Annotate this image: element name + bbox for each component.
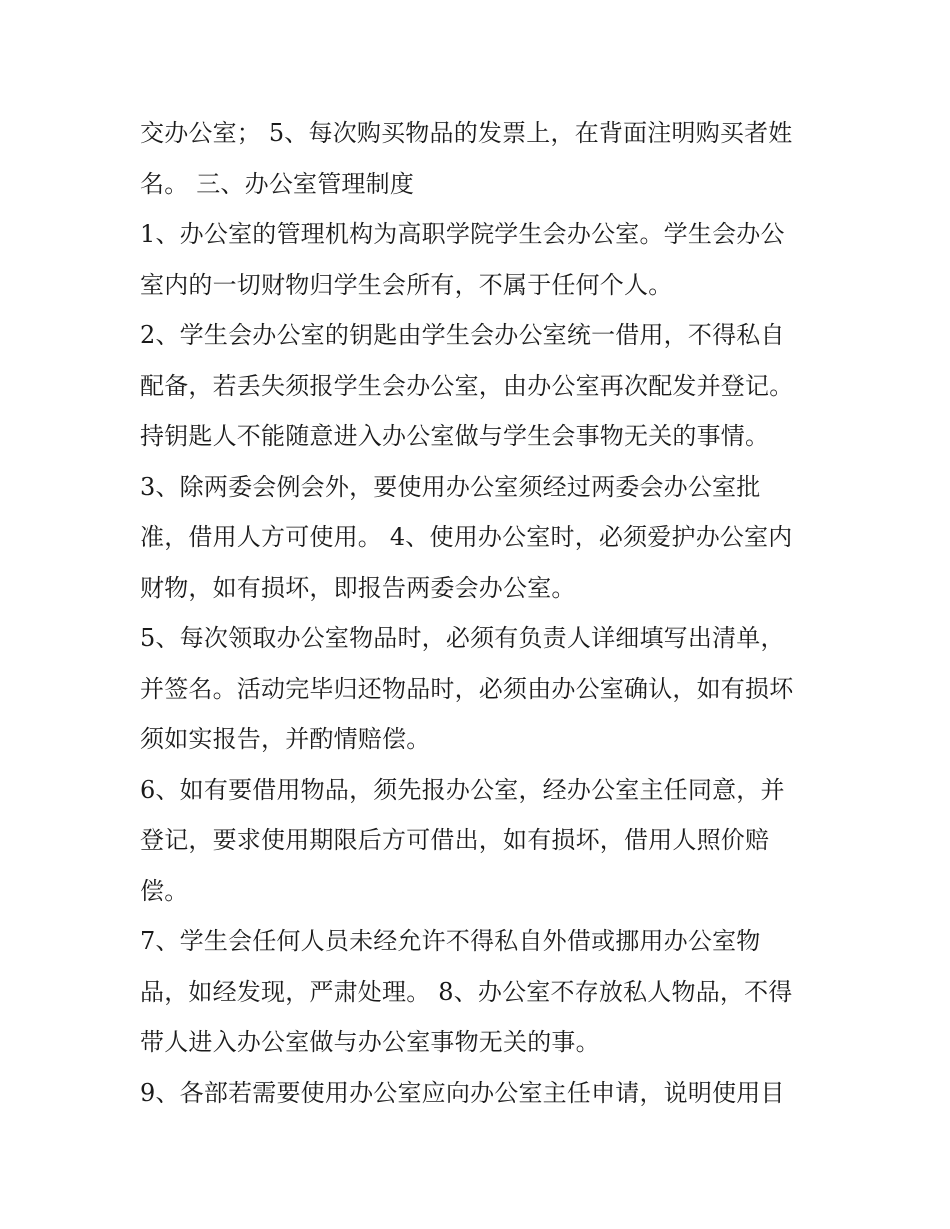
- paragraph-rule-7-8: [140, 916, 820, 1068]
- text-line: 6、如有要借用物品，须先报办公室，经办公室主任同意，并: [140, 775, 785, 804]
- text-line: 须如实报告，并酌情赔偿。: [140, 725, 431, 753]
- text-line: 持钥匙人不能随意进入办公室做与学生会事物无关的事情。: [140, 422, 770, 450]
- text-line: 室内的一切财物归学生会所有，不属于任何个人。: [140, 270, 673, 299]
- text-line: 7、学生会任何人员未经允许不得私自外借或挪用办公室物: [140, 927, 761, 955]
- paragraph-rule-5: [140, 613, 820, 765]
- text-line: 2、学生会办公室的钥匙由学生会办公室统一借用，不得私自: [140, 321, 785, 349]
- text-line: 登记，要求使用期限后方可借出，如有损坏，借用人照价赔: [140, 826, 770, 854]
- text-line: 带人进入办公室做与办公室事物无关的事。: [140, 1028, 600, 1056]
- paragraph-rule-1: [140, 209, 820, 310]
- text-line: 9、各部若需要使用办公室应向办公室主任申请，说明使用目: [140, 1078, 785, 1107]
- paragraph-rule-3-4: [140, 462, 820, 614]
- text-line: 偿。: [140, 876, 189, 905]
- text-line: 配备，若丢失须报学生会办公室，由办公室再次配发并登记。: [140, 371, 794, 400]
- text-line: 并签名。活动完毕归还物品时，必须由办公室确认，如有损坏: [140, 674, 794, 703]
- text-line: 3、除两委会例会外，要使用办公室须经过两委会办公室批: [140, 472, 761, 501]
- text-line: 1、办公室的管理机构为高职学院学生会办公室。学生会办公: [140, 220, 785, 248]
- paragraph-rule-9: [140, 1068, 820, 1119]
- paragraph-rule-2: [140, 310, 820, 462]
- text-line: 交办公室； 5、每次购买物品的发票上，在背面注明购买者姓: [140, 119, 793, 147]
- paragraph-purchase-rules-end: [140, 108, 820, 209]
- text-line: 准，借用人方可使用。 4、使用办公室时，必须爱护办公室内: [140, 523, 793, 551]
- text-line: 财物，如有损坏，即报告两委会办公室。: [140, 573, 576, 602]
- text-line: 品，如经发现，严肃处理。 8、办公室不存放私人物品，不得: [140, 977, 793, 1006]
- paragraph-rule-6: [140, 765, 820, 917]
- text-line: 5、每次领取办公室物品时，必须有负责人详细填写出清单，: [140, 624, 785, 652]
- document-body: [140, 108, 820, 1118]
- text-line: 名。 三、办公室管理制度: [140, 169, 415, 198]
